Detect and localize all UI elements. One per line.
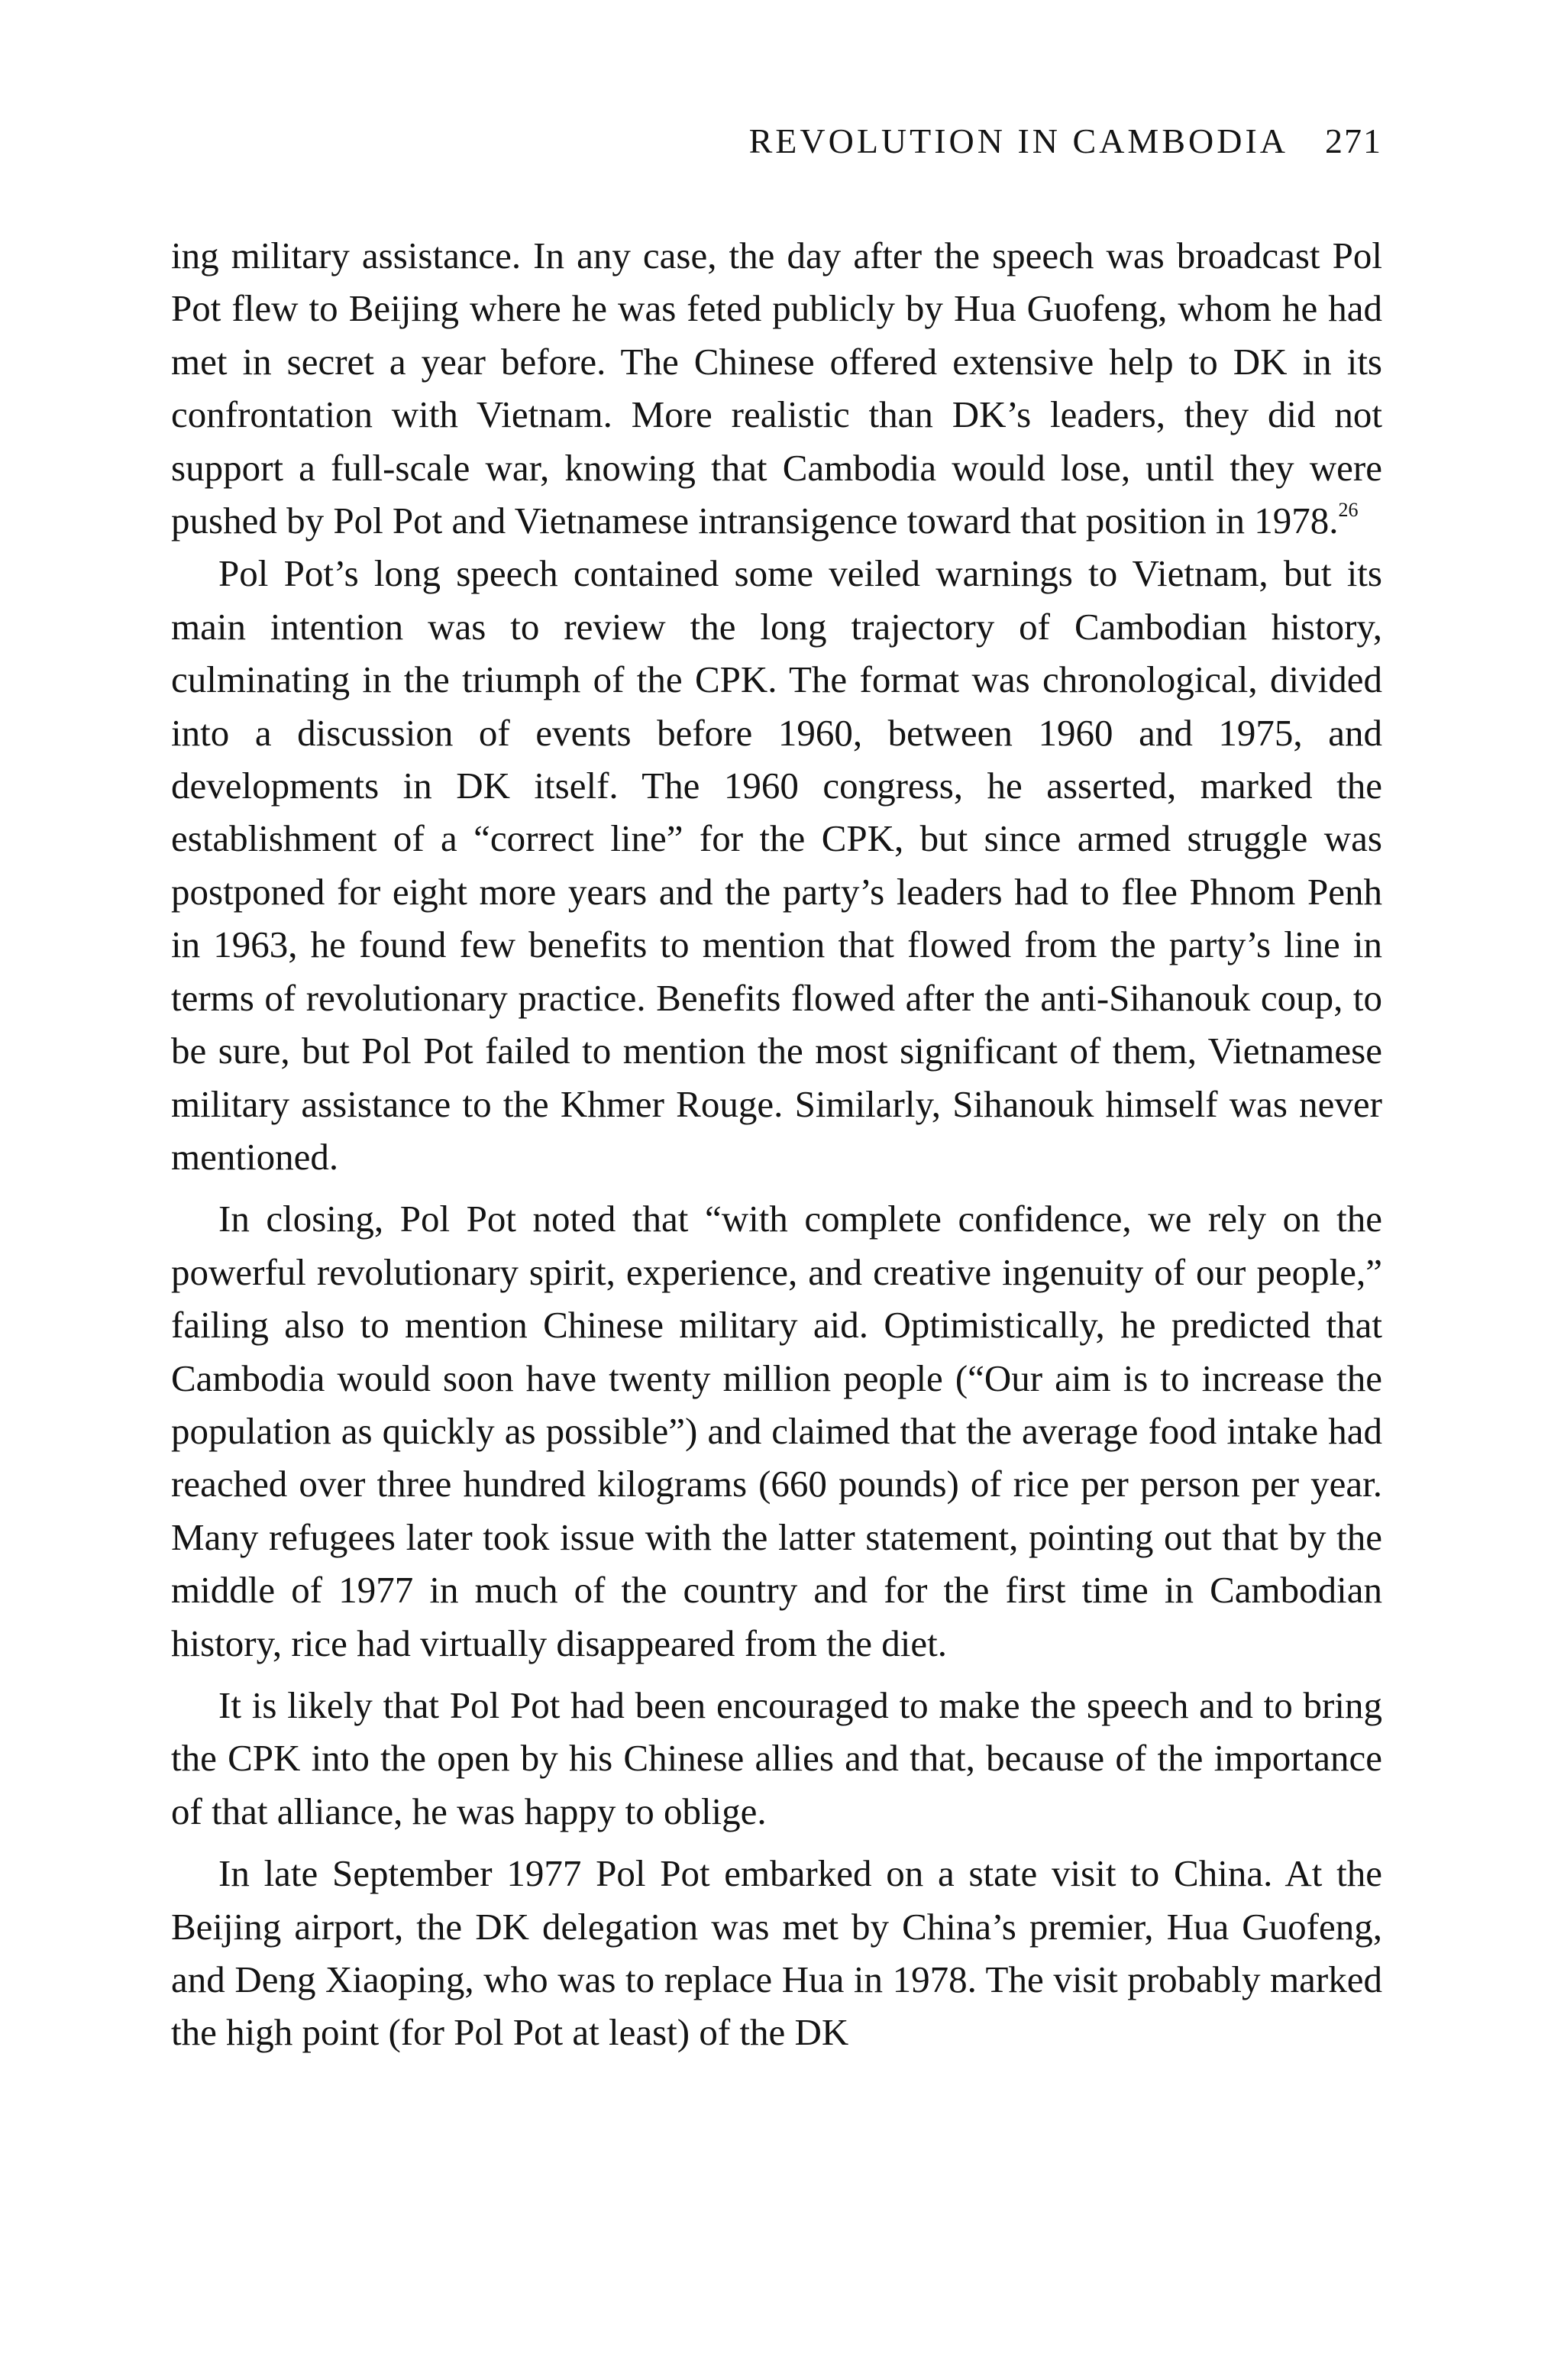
page-number: 271 (1325, 121, 1382, 160)
running-title: REVOLUTION IN CAMBODIA (748, 121, 1288, 160)
body-text (171, 229, 1382, 2059)
footnote-marker: 26 (1338, 499, 1359, 522)
paragraph-1 (171, 229, 1382, 547)
paragraph-2: Pol Pot’s long speech contained some veiled warnings to Vietnam, but its main intention was to review the long trajectory of Cambodian history, culminating in the triumph of the CPK. The format was chronological, divided into a discussion of events before 1960, between 1960 and 1975, and developments in DK itself. The 1960 congress, he asserted, marked the establishment of a “correct line” for the CPK, but since armed struggle was postponed for eight more years and the party’s leaders had to flee Phnom Penh in 1963, he found few benefits to mention that flowed from the party’s line in terms of revolutionary practice. Benefits flowed after the anti-Sihanouk coup, to be sure, but Pol Pot failed to mention the most significant of them, Vietnamese military assistance to the Khmer Rouge. Similarly, Sihanouk himself was never mentioned. (171, 552, 1382, 1178)
paragraph-1-text: ing military assistance. In any case, the day after the speech was broadcast Pol Pot flew to Beijing where he was feted publicly by Hua Guofeng, whom he had met in secret a year before. The Chinese offered extensive help to DK in its confrontation with Vietnam. More realistic than DK’s leaders, they did not support a full-scale war, knowing that Cambodia would lose, until they were pushed by Pol Pot and Vietnamese intransigence toward that position in 1978. (171, 234, 1382, 542)
paragraph-5: In late September 1977 Pol Pot embarked on a state visit to China. At the Beijing airport, the DK delegation was met by China’s premier, Hua Guofeng, and Deng Xiaoping, who was to replace Hua in 1978. The visit probably marked the high point (for Pol Pot at least) of the DK (171, 1852, 1382, 2054)
paragraph-3: In closing, Pol Pot noted that “with complete confidence, we rely on the powerful revolutionary spirit, experience, and creative ingenuity of our people,” failing also to mention Chinese military aid. Optimistically, he predicted that Cambodia would soon have twenty million people (“Our aim is to increase the population as quickly as possible”) and claimed that the average food intake had reached over three hundred kilograms (660 pounds) of rice per person per year. Many refugees later took issue with the latter statement, pointing out that by the middle of 1977 in much of the country and for the first time in Cambodian history, rice had virtually disappeared from the diet. (171, 1198, 1382, 1664)
paragraph-4: It is likely that Pol Pot had been encouraged to make the speech and to bring the CPK into the open by his Chinese allies and that, because of the importance of that alliance, he was happy to oblige. (171, 1683, 1382, 1832)
running-header (171, 121, 1382, 160)
